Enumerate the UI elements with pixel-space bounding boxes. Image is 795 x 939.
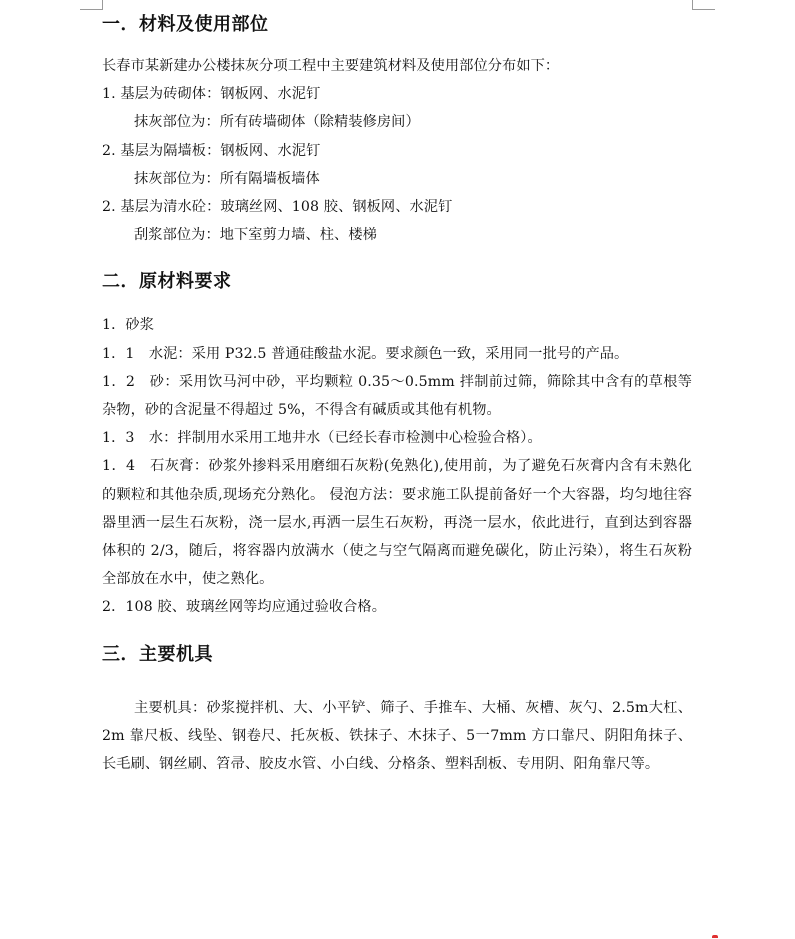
section-1-item-1-usage: 抹灰部位为：所有砖墙砌体（除精装修房间） [134, 114, 420, 131]
section-3-heading: 三．主要机具 [102, 643, 213, 665]
section-1-item-2-usage: 抹灰部位为：所有隔墙板墙体 [134, 170, 320, 187]
section-1-item-3-base: 2. 基层为清水砼：玻璃丝网、108 胶、钢板网、水泥钉 [102, 199, 453, 216]
crop-mark-top-left [80, 0, 103, 10]
section-1-intro: 长春市某新建办公楼抹灰分项工程中主要建筑材料及使用部位分布如下： [102, 58, 560, 74]
water-requirement: 1．3 水：拌制用水采用工地井水（已经长春市检测中心检验合格）。 [102, 430, 542, 447]
section-1-item-1-base: 1. 基层为砖砌体：钢板网、水泥钉 [102, 86, 321, 103]
cement-requirement: 1．1 水泥：采用 P32.5 普通硅酸盐水泥。要求颜色一致，采用同一批号的产品。 [102, 345, 629, 362]
crop-mark-top-right [692, 0, 715, 10]
lime-requirement: 1．4 石灰膏：砂浆外掺料采用磨细石灰粉(免熟化),使用前，为了避免石灰膏内含有未熟化的颗粒和其他杂质,现场充分熟化。 侵泡方法：要求施工队提前备好一个大容器，均匀地往容器里洒一层生石灰粉，浇一层水,再洒一层生石灰粉，再浇一层水，依此进行，直到达到容器体积的 2/3，随后，将容器内放满水（使之与空气隔离而避免碳化，防止污染），将生石灰粉全部放在水中，使之熟化。 [102, 458, 692, 588]
spellcheck-marker [712, 935, 718, 938]
mortar-heading: 1．砂浆 [102, 317, 154, 334]
tools-paragraph: 主要机具：砂浆搅拌机、大、小平铲、筛子、手推车、大桶、灰槽、灰勺、2.5m大杠、2m 靠尺板、线坠、钢卷尺、托灰板、铁抹子、木抹子、5一7mm 方口靠尺、阴阳角抹子、长毛刷、钢丝刷、笤帚、胶皮水管、小白线、分格条、塑料刮板、专用阴、阳角靠尺等。 [102, 699, 692, 773]
document-body [102, 8, 692, 778]
glue-requirement: 2．108 胶、玻璃丝网等均应通过验收合格。 [102, 599, 387, 616]
section-1-heading: 一．材料及使用部位 [102, 14, 269, 35]
section-1-item-2-base: 2. 基层为隔墙板：钢板网、水泥钉 [102, 142, 321, 159]
section-2-heading: 二．原材料要求 [102, 271, 232, 293]
sand-requirement: 1．2 砂：采用饮马河中砂，平均颗粒 0.35～0.5mm 拌制前过筛，筛除其中含有的草根等杂物，砂的含泥量不得超过 5%，不得含有碱质或其他有机物。 [102, 373, 692, 419]
section-1-item-3-usage: 刮浆部位为：地下室剪力墙、柱、楼梯 [134, 227, 377, 244]
